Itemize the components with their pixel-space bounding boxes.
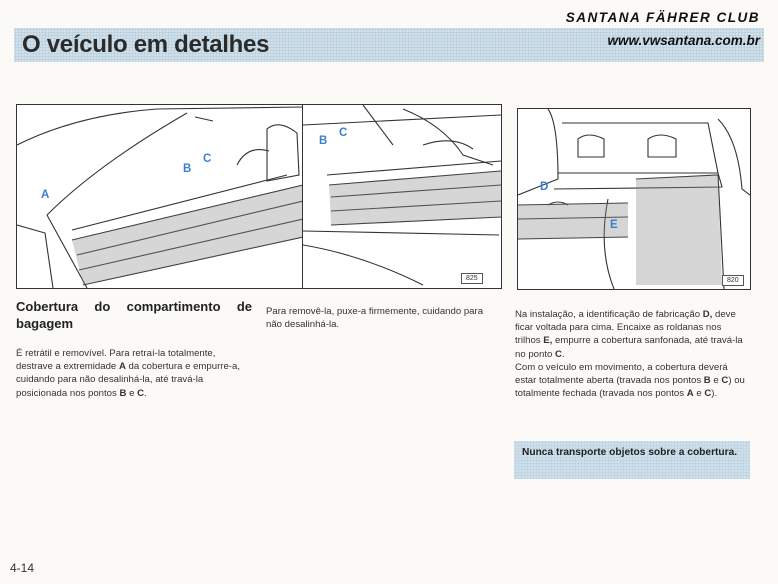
paragraph-install-block xyxy=(515,308,749,400)
figure-cargo-cover-middle xyxy=(302,104,502,289)
figure-number: 820 xyxy=(722,275,744,286)
paragraph-in-motion: Com o veículo em movimento, a cobertura deverá estar totalmente aberta (travada nos pontos B e C) ou totalmente fechada (travada nos pontos A e C). xyxy=(515,361,745,400)
label-e: E xyxy=(610,219,618,231)
label-c: C xyxy=(339,127,348,139)
cargo-cover-drawing-middle xyxy=(303,105,501,288)
label-b: B xyxy=(319,135,328,147)
paragraph-retract: É retrátil e removível. Para retraí-la totalmente, destrave a extremidade A da cobertura e empurre-a, cuidando para não desalinhá-la, até travá-la posicionada nos pontos B e C. xyxy=(16,348,240,399)
section-heading: Cobertura do compartimento de bagagem xyxy=(16,299,252,331)
label-d: D xyxy=(540,181,549,193)
figure-cargo-cover-left xyxy=(16,104,304,289)
label-b: B xyxy=(183,163,192,175)
figure-number: 825 xyxy=(461,273,483,284)
paragraph-install: Na instalação, a identificação de fabricação D, deve ficar voltada para cima. Encaixe as roldanas nos trilhos E, empurre a cobertura sanfonada, até travá-la no ponto C. xyxy=(515,309,743,360)
figure-cargo-cover-right xyxy=(517,108,751,290)
cargo-cover-drawing-right xyxy=(518,109,750,289)
page-title: O veículo em detalhes xyxy=(22,31,270,58)
label-a: A xyxy=(41,189,50,201)
warning-note-text: Nunca transporte objetos sobre a cobertura. xyxy=(522,447,738,458)
club-url-watermark: www.vwsantana.com.br xyxy=(607,33,760,48)
label-c: C xyxy=(203,153,212,165)
cargo-cover-drawing-left xyxy=(17,105,303,288)
paragraph-remove: Para removê-la, puxe-a firmemente, cuidando para não desalinhá-la. xyxy=(266,306,484,331)
page-number: 4-14 xyxy=(10,561,35,575)
warning-note-box xyxy=(514,441,750,479)
club-name-watermark: SANTANA FÄHRER CLUB xyxy=(565,10,760,25)
